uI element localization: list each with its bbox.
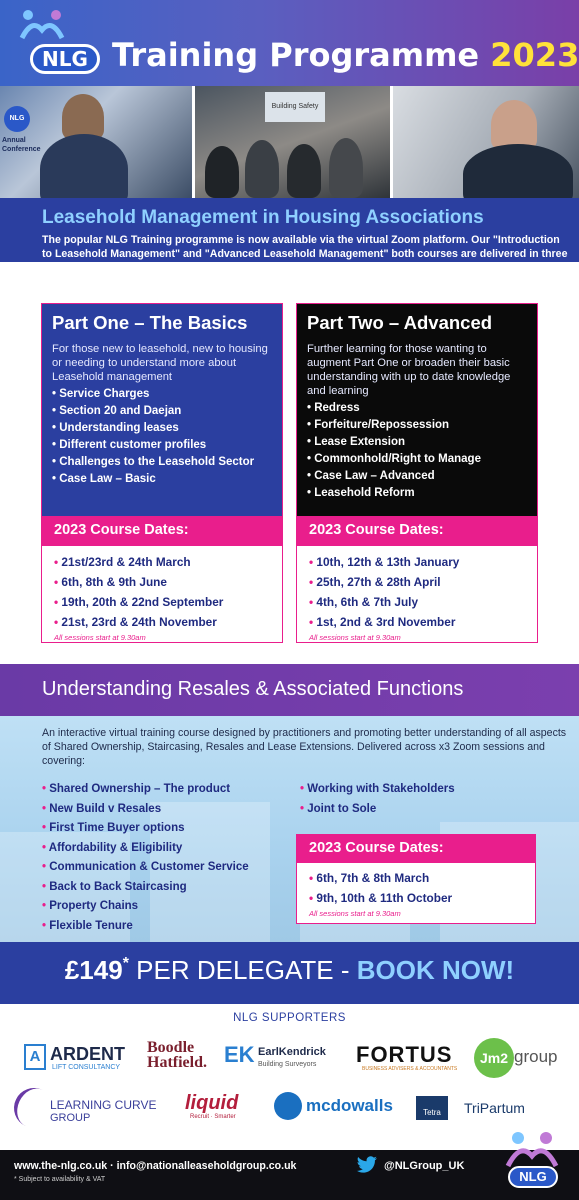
part-one-content — [42, 304, 282, 516]
resales-dates — [297, 863, 535, 923]
start-time-note: All sessions start at 9.30am — [309, 909, 401, 918]
liquid-logo: liquid — [185, 1092, 239, 1114]
intro-title: Leasehold Management in Housing Associations — [42, 207, 484, 228]
date-item: • 10th, 12th & 13th January — [309, 552, 525, 572]
list-item: • Understanding leases — [52, 420, 272, 437]
date-item: • 21st, 23rd & 24th November — [54, 612, 270, 632]
title-year: 2023 — [490, 36, 579, 74]
figure-logo-icon — [500, 1130, 564, 1170]
part-one-dates-heading: 2023 Course Dates: — [42, 516, 282, 546]
list-item: • Different customer profiles — [52, 437, 272, 454]
speaker-photo — [0, 86, 192, 198]
list-item: • Joint to Sole — [300, 800, 455, 820]
supporters-title: NLG SUPPORTERS — [233, 1012, 346, 1024]
price-amount: £149 — [64, 955, 123, 985]
header-banner — [0, 0, 579, 86]
earlkendrick-tagline: Building Surveyors — [258, 1061, 317, 1068]
list-item: • Affordability & Eligibility — [42, 839, 249, 859]
date-item: • 1st, 2nd & 3rd November — [309, 612, 525, 632]
part-two-content — [297, 304, 537, 516]
part-one-title: Part One – The Basics — [52, 312, 248, 333]
resales-title: Understanding Resales & Associated Functions — [42, 678, 464, 700]
list-item: • Working with Stakeholders — [300, 780, 455, 800]
page-title — [112, 36, 579, 74]
slide-screen: Building Safety — [265, 92, 325, 122]
date-item: • 9th, 10th & 11th October — [309, 888, 523, 908]
boodle-hatfield-logo — [147, 1040, 207, 1070]
fortus-logo: FORTUS — [356, 1042, 453, 1067]
list-item: • Forfeiture/Repossession — [307, 417, 527, 434]
list-item: • Commonhold/Right to Manage — [307, 451, 527, 468]
list-item: • Lease Extension — [307, 434, 527, 451]
list-item: • Case Law – Basic — [52, 471, 272, 488]
part-two-dates — [297, 546, 537, 642]
mcdowalls-logo-mark — [274, 1092, 302, 1120]
twitter-handle[interactable]: @NLGroup_UK — [384, 1160, 465, 1172]
boodle-text: Boodle — [147, 1039, 195, 1056]
delegate-photo — [393, 86, 579, 198]
footer-contact-links[interactable]: www.the-nlg.co.uk · info@nationalleaseholdgroup.co.uk — [14, 1160, 297, 1172]
intro-text: The popular NLG Training programme is now available via the virtual Zoom platform. Our "Introduction to Leasehold Management" and "Advanced Leasehold Management" both courses are delivered in three sessions of two and a half hours. — [42, 234, 568, 273]
part-two-card — [296, 303, 538, 643]
ardent-logo: ARDENT — [50, 1044, 125, 1064]
footer-nlg-pill: NLG — [508, 1166, 558, 1188]
list-item: • New Build v Resales — [42, 800, 249, 820]
part-one-card — [41, 303, 283, 643]
resales-topics-right — [300, 780, 455, 819]
ardent-tagline: LIFT CONSULTANCY — [52, 1064, 121, 1071]
audience-photo — [195, 86, 390, 198]
resales-topics-left — [42, 780, 249, 936]
twitter-icon[interactable] — [356, 1156, 378, 1174]
list-item: • Shared Ownership – The product — [42, 780, 249, 800]
footer-bar — [0, 1150, 579, 1200]
date-item: • 25th, 27th & 28th April — [309, 572, 525, 592]
list-item: • Back to Back Staircasing — [42, 878, 249, 898]
learning-curve-logo: LEARNING CURVE — [50, 1098, 157, 1112]
jm2-logo: group — [514, 1047, 558, 1066]
earlkendrick-logo-mark: EK — [224, 1042, 255, 1067]
footer-disclaimer: * Subject to availability & VAT — [14, 1176, 106, 1183]
resales-dates-heading: 2023 Course Dates: — [297, 835, 535, 863]
list-item: • Leasehold Reform — [307, 485, 527, 502]
resales-dates-card — [296, 834, 536, 924]
fortus-tagline: BUSINESS ADVISERS & ACCOUNTANTS — [362, 1066, 458, 1072]
list-item: • Challenges to the Leasehold Sector — [52, 454, 272, 471]
part-two-description: Further learning for those wanting to augment Part One or broaden their basic understanding with up to date knowledge and learning — [307, 343, 511, 397]
mcdowalls-logo: mcdowalls — [306, 1096, 393, 1115]
list-item: • First Time Buyer options — [42, 819, 249, 839]
hatfield-text: Hatfield. — [147, 1054, 207, 1071]
photo-strip — [0, 86, 579, 198]
price-cta[interactable] — [0, 955, 579, 986]
title-text: Training Programme — [112, 36, 480, 74]
earlkendrick-logo: EarlKendrick — [258, 1046, 326, 1058]
price-asterisk: * — [122, 955, 129, 972]
part-one-dates — [42, 546, 282, 642]
list-item: • Section 20 and Daejan — [52, 403, 272, 420]
list-item: • Property Chains — [42, 897, 249, 917]
list-item: • Case Law – Advanced — [307, 468, 527, 485]
list-item: • Communication & Customer Service — [42, 858, 249, 878]
nlg-logo: NLG — [30, 44, 100, 74]
date-item: • 6th, 8th & 9th June — [54, 572, 270, 592]
date-item: • 19th, 20th & 22nd September — [54, 592, 270, 612]
list-item: • Service Charges — [52, 386, 272, 403]
date-item: • 21st/23rd & 24th March — [54, 552, 270, 572]
start-time-note: All sessions start at 9.30am — [54, 633, 146, 642]
figure-logo-icon — [18, 8, 66, 42]
tripartum-logo: TriPartum — [464, 1100, 525, 1116]
list-item: • Flexible Tenure — [42, 917, 249, 937]
date-item: • 6th, 7th & 8th March — [309, 868, 523, 888]
part-two-title: Part Two – Advanced — [307, 312, 493, 333]
conference-badge: NLG — [4, 106, 30, 132]
learning-curve-group: GROUP — [50, 1112, 91, 1124]
book-now-link[interactable]: BOOK NOW! — [356, 955, 515, 985]
part-two-topics — [307, 400, 527, 502]
footer-nlg-logo — [500, 1130, 564, 1190]
date-item: • 4th, 6th & 7th July — [309, 592, 525, 612]
liquid-tagline: Recruit · Smarter — [190, 1114, 236, 1120]
part-two-dates-heading: 2023 Course Dates: — [297, 516, 537, 546]
conference-banner-text: Annual Conference — [2, 137, 41, 153]
part-one-topics — [52, 386, 272, 488]
jm2-logo-mark: Jm2 — [474, 1038, 514, 1078]
list-item: • Redress — [307, 400, 527, 417]
resales-intro: An interactive virtual training course designed by practitioners and promoting better understanding of all aspects of Shared Ownership, Staircasing, Resales and Lease Extensions. Delivered across x3 Zoom sessions and covering: — [42, 727, 567, 767]
tetra-logo: Tetra — [416, 1096, 448, 1120]
price-per-delegate: PER DELEGATE - — [128, 955, 357, 985]
start-time-note: All sessions start at 9.30am — [309, 633, 401, 642]
part-one-description: For those new to leasehold, new to housing or needing to understand more about Leasehold management — [52, 343, 268, 383]
ardent-logo-mark: A — [24, 1044, 46, 1070]
